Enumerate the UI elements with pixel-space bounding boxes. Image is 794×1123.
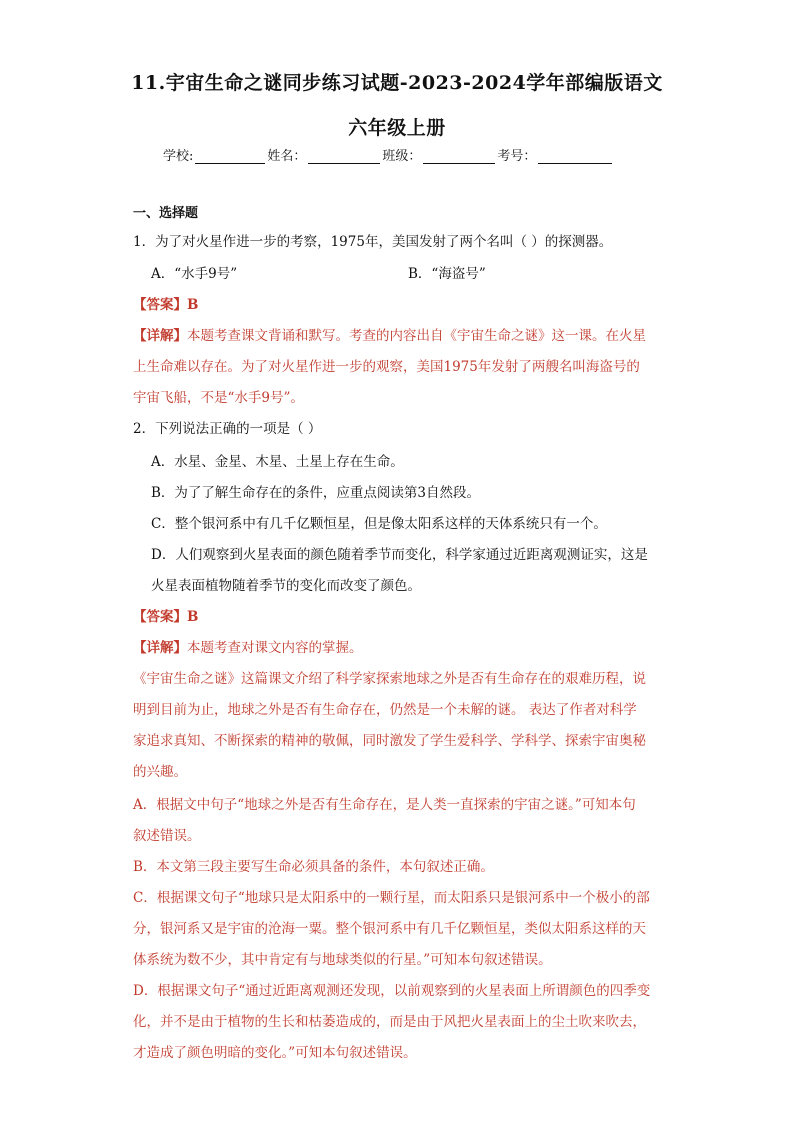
- school-blank: [195, 149, 265, 164]
- q2-option-d-cont: 火星表面植物随着季节的变化而改变了颜色。: [151, 578, 421, 594]
- q2-explain-c: C．根据课文句子“地球只是太阳系中的一颗行星，而太阳系只是银河系中一个极小的部: [133, 890, 650, 906]
- school-label: 学校:: [163, 149, 194, 164]
- q1-stem: 1．为了对火星作进一步的考察，1975年，美国发射了两个名叫（ ）的探测器。: [133, 234, 613, 250]
- q2-option-b: B．为了了解生命存在的条件，应重点阅读第3自然段。: [151, 485, 481, 501]
- number-blank: [538, 149, 612, 164]
- q1-detail-line: [133, 326, 646, 346]
- q2-explain-c: 分，银河系又是宇宙的沧海一粟。整个银河系中有几千亿颗恒星，类似太阳系这样的天: [133, 921, 646, 937]
- q2-option-d: D．人们观察到火星表面的颜色随着季节而变化，科学家通过近距离观测证实，这是: [151, 547, 648, 563]
- q2-option-a: A．水星、金星、木星、土星上存在生命。: [151, 454, 404, 470]
- page-title: 11.宇宙生命之谜同步练习试题-2023-2024学年部编版语文: [131, 72, 663, 94]
- q2-explain-d: 才造成了颜色明暗的变化。”可知本句叙述错误。: [133, 1045, 417, 1061]
- q2-explain-a: 叙述错误。: [133, 828, 201, 844]
- q2-explain-line: 《宇宙生命之谜》这篇课文介绍了科学家探索地球之外是否有生命存在的艰难历程，说: [133, 671, 646, 687]
- q2-option-c: C．整个银河系中有几千亿颗恒星，但是像太阳系这样的天体系统只有一个。: [151, 516, 607, 532]
- q2-explain-line: 明到目前为止，地球之外是否有生命存在，仍然是一个未解的谜。 表达了作者对科学: [133, 702, 637, 718]
- q2-detail-line: [133, 638, 363, 658]
- class-label: 班级：: [382, 149, 422, 164]
- q1-option-a: A．“水手9号”: [151, 266, 238, 282]
- page-subtitle: 六年级上册: [348, 117, 446, 139]
- class-blank: [423, 149, 495, 164]
- q1-detail-line: 上生命难以存在。为了对火星作进一步的观察，美国1975年发射了两艘名叫海盗号的: [133, 359, 640, 375]
- q2-stem: 2．下列说法正确的一项是（ ）: [133, 421, 322, 437]
- q2-detail-text: 本题考查对课文内容的掌握。: [187, 640, 363, 656]
- name-blank: [308, 149, 380, 164]
- q2-explain-c: 体系统为数不少，其中肯定有与地球类似的行星。”可知本句叙述错误。: [133, 952, 552, 968]
- q2-answer: 【答案】B: [133, 609, 199, 625]
- q1-option-b: B．“海盗号”: [408, 266, 486, 282]
- q2-detail-tag: 【详解】: [133, 640, 187, 656]
- section-heading: 一、选择题: [133, 206, 199, 221]
- q1-detail-line: 宇宙飞船，不是“水手9号”。: [133, 390, 304, 406]
- q2-explain-line: 家追求真知、不断探索的精神的敬佩，同时激发了学生爱科学、学科学、探索宇宙奥秘: [133, 733, 646, 749]
- q2-explain-line: 的兴趣。: [133, 764, 187, 780]
- number-label: 考号：: [497, 149, 537, 164]
- name-label: 姓名：: [267, 149, 307, 164]
- q2-explain-d: 化，并不是由于植物的生长和枯萎造成的，而是由于风把火星表面上的尘土吹来吹去，: [133, 1014, 646, 1030]
- q2-explain-d: D．根据课文句子“通过近距离观测还发现，以前观察到的火星表面上所谓颜色的四季变: [133, 983, 651, 999]
- q2-explain-a: A．根据文中句子“地球之外是否有生命存在，是人类一直探索的宇宙之谜。”可知本句: [133, 797, 636, 813]
- q2-explain-b: B．本文第三段主要写生命必须具备的条件，本句叙述正确。: [133, 859, 494, 875]
- student-info-row: [163, 145, 614, 164]
- q1-detail-tag: 【详解】: [133, 328, 187, 344]
- q1-detail-text: 本题考查课文背诵和默写。考查的内容出自《宇宙生命之谜》这一课。在火星: [187, 328, 646, 344]
- q1-answer: 【答案】B: [133, 297, 199, 313]
